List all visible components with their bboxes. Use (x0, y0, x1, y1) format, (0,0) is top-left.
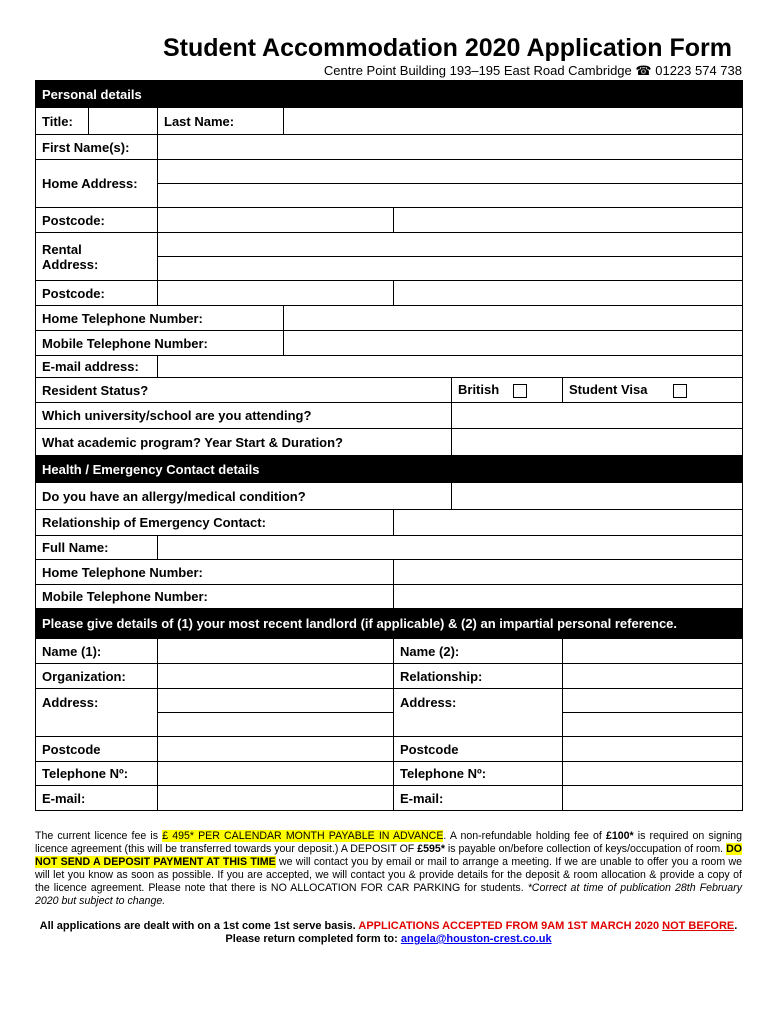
british-checkbox[interactable] (513, 384, 527, 398)
phone-number: 01223 574 738 (655, 63, 742, 78)
rental-postcode-field[interactable] (158, 281, 394, 306)
mobile-phone-label: Mobile Telephone Number: (36, 331, 284, 356)
name1-label: Name (1): (36, 639, 158, 664)
notes-text-1: The current licence fee is (35, 830, 163, 842)
application-form (35, 80, 743, 811)
rental-address-label (36, 233, 158, 281)
home-phone-field[interactable] (284, 306, 743, 331)
name1-field[interactable] (158, 639, 394, 664)
program-field[interactable] (452, 429, 743, 456)
university-label: Which university/school are you attending? (36, 403, 452, 429)
email1-label: E-mail: (36, 786, 158, 811)
british-label: British (458, 382, 500, 398)
emergency-full-name-label: Full Name: (36, 536, 158, 560)
rental-label-line1: Rental (42, 241, 82, 257)
last-name-field[interactable] (284, 108, 743, 135)
footer-text-2: . Please return completed form to: (225, 920, 738, 945)
email2-label: E-mail: (394, 786, 563, 811)
notes-text-3: is required on signing licence agreement (this will be transferred towards your deposit.) A DEPOSIT OF (35, 830, 743, 855)
notes-text-4: is payable on/before collection of keys/occupation of room. (444, 843, 727, 855)
allergy-label: Do you have an allergy/medical condition? (36, 483, 452, 510)
telephone1-field[interactable] (158, 762, 394, 786)
first-names-label: First Name(s): (36, 135, 158, 160)
last-name-label: Last Name: (158, 108, 284, 135)
section-references: Please give details of (1) your most recent landlord (if applicable) & (2) an impartial personal reference. (36, 609, 743, 639)
student-visa-checkbox[interactable] (673, 384, 687, 398)
licence-fee-highlight: £ 495* PER CALENDAR MONTH PAYABLE IN ADVANCE (162, 830, 444, 842)
rental-postcode-extra-field[interactable] (394, 281, 743, 306)
phone-icon: ☎ (635, 63, 652, 78)
home-address-label: Home Address: (36, 160, 158, 208)
title-label: Title: (36, 108, 89, 135)
rental-label-line2: Address: (42, 256, 99, 272)
name2-field[interactable] (563, 639, 743, 664)
contact-line (324, 63, 742, 79)
home-address-field[interactable] (158, 160, 743, 208)
telephone2-field[interactable] (563, 762, 743, 786)
organization-label: Organization: (36, 664, 158, 689)
postcode-field[interactable] (158, 208, 394, 233)
footer-notice (35, 920, 742, 946)
rental-postcode-label: Postcode: (36, 281, 158, 306)
mobile-phone-field[interactable] (284, 331, 743, 356)
postcode-extra-field[interactable] (394, 208, 743, 233)
email-field[interactable] (158, 356, 743, 378)
email2-field[interactable] (563, 786, 743, 811)
return-email-link[interactable]: angela@houston-crest.co.uk (400, 933, 552, 945)
first-names-field[interactable] (158, 135, 743, 160)
not-before: NOT BEFORE (662, 920, 735, 932)
emergency-mobile-phone-field[interactable] (394, 585, 743, 609)
home-phone-label: Home Telephone Number: (36, 306, 284, 331)
name2-label: Name (2): (394, 639, 563, 664)
emergency-full-name-field[interactable] (158, 536, 743, 560)
address1-field[interactable] (158, 689, 394, 737)
relationship-label: Relationship: (394, 664, 563, 689)
emergency-mobile-phone-label: Mobile Telephone Number: (36, 585, 394, 609)
telephone2-label: Telephone Nº: (394, 762, 563, 786)
postcode1-label: Postcode (36, 737, 158, 762)
emergency-relationship-label: Relationship of Emergency Contact: (36, 510, 394, 536)
telephone1-label: Telephone Nº: (36, 762, 158, 786)
british-option (452, 378, 563, 403)
address-text: Centre Point Building 193–195 East Road Cambridge (323, 63, 632, 78)
section-health-emergency: Health / Emergency Contact details (36, 456, 743, 483)
fee-notes (35, 830, 742, 908)
applications-accepted: APPLICATIONS ACCEPTED FROM 9AM 1ST MARCH 2020 (358, 920, 663, 932)
allergy-field[interactable] (452, 483, 743, 510)
notes-text-5: we will contact you by email or mail to arrange a meeting. If we are unable to offer you a room we will let you know as soon as possible. If you are accepted, we will contact you & provide details for the deposit & room allocation & provide a copy of the licence agreement. Please note that there is NO ALLOCATION FOR CAR PARKING for students. (35, 856, 742, 894)
postcode1-field[interactable] (158, 737, 394, 762)
address1-label: Address: (36, 689, 158, 737)
title-field[interactable] (89, 108, 158, 135)
program-label: What academic program? Year Start & Duration? (36, 429, 452, 456)
holding-fee: £100* (605, 830, 634, 842)
emergency-home-phone-label: Home Telephone Number: (36, 560, 394, 585)
deposit-warning: DO NOT SEND A DEPOSIT PAYMENT AT THIS TIME (35, 843, 742, 868)
email-label: E-mail address: (36, 356, 158, 378)
organization-field[interactable] (158, 664, 394, 689)
student-visa-option (563, 378, 743, 403)
relationship-field[interactable] (563, 664, 743, 689)
postcode2-label: Postcode (394, 737, 563, 762)
rental-address-field[interactable] (158, 233, 743, 281)
deposit-amount: £595* (417, 843, 445, 855)
section-personal-details: Personal details (36, 81, 743, 108)
email1-field[interactable] (158, 786, 394, 811)
resident-status-label: Resident Status? (36, 378, 452, 403)
correct-notice: *Correct at time of publication 28th February 2020 but subject to change. (35, 882, 743, 907)
postcode2-field[interactable] (563, 737, 743, 762)
address2-label: Address: (394, 689, 563, 737)
student-visa-label: Student Visa (569, 382, 648, 398)
address2-field[interactable] (563, 689, 743, 737)
page-title: Student Accommodation 2020 Application Form (162, 34, 733, 62)
university-field[interactable] (452, 403, 743, 429)
postcode-label: Postcode: (36, 208, 158, 233)
emergency-home-phone-field[interactable] (394, 560, 743, 585)
notes-text-2: . A non-refundable holding fee of (443, 830, 606, 842)
emergency-relationship-field[interactable] (394, 510, 743, 536)
footer-text-1: All applications are dealt with on a 1st come 1st serve basis. (39, 920, 359, 932)
